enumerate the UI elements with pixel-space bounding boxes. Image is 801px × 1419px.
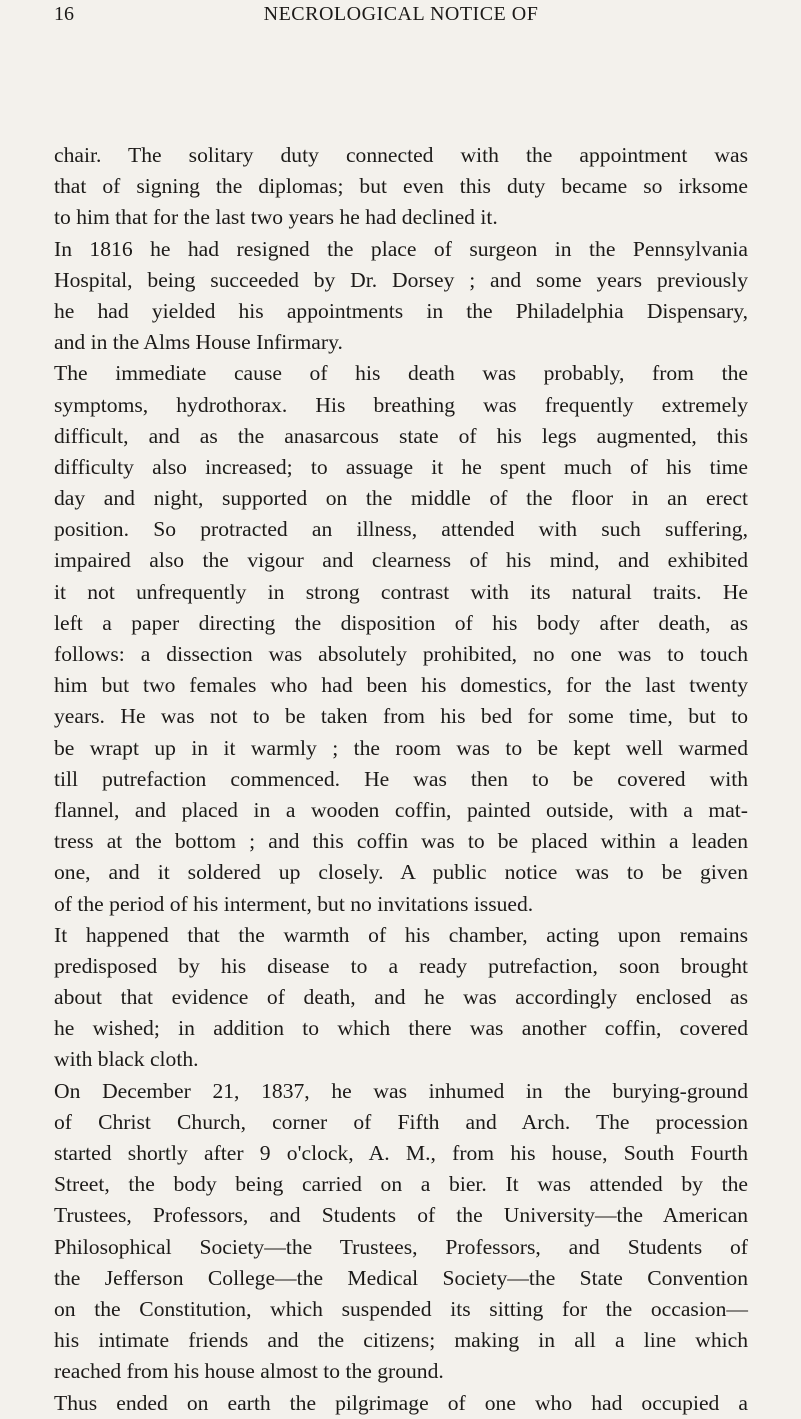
text-line: to him that for the last two years he had declined it. (54, 205, 498, 230)
text-line: he had yielded his appointments in the Philadelphia Dispensary, (54, 298, 748, 323)
text-line: difficulty also increased; to assuage it he spent much of his time (54, 454, 748, 479)
text-line: left a paper directing the disposition of his body after death, as (54, 610, 748, 635)
text-line: about that evidence of death, and he was accordingly enclosed as (54, 985, 748, 1010)
text-line: flannel, and placed in a wooden coffin, painted outside, with a mat- (54, 797, 748, 822)
text-line: started shortly after 9 o'clock, A. M., from his house, South Fourth (54, 1141, 748, 1165)
text-line: The immediate cause of his death was probably, from the (54, 361, 748, 386)
text-line: position. So protracted an illness, attended with such suffering, (54, 517, 748, 542)
text-line: chair. The solitary duty connected with the appointment was (54, 143, 748, 167)
text-line: that of signing the diplomas; but even this duty became so irksome (54, 174, 748, 199)
running-title: NECROLOGICAL NOTICE OF (263, 3, 539, 25)
text-line: predisposed by his disease to a ready putrefaction, soon brought (54, 953, 748, 978)
text-line: Philosophical Society—the Trustees, Professors, and Students of (54, 1234, 748, 1259)
text-line: Thus ended on earth the pilgrimage of one who had occupied a (54, 1390, 748, 1415)
text-line: one, and it soldered up closely. A public notice was to be given (54, 860, 748, 885)
paragraph (54, 920, 748, 1076)
text-line: It happened that the warmth of his chamber, acting upon remains (54, 922, 748, 947)
text-line: follows: a dissection was absolutely prohibited, no one was to touch (54, 642, 748, 666)
text-line: him but two females who had been his domestics, for the last twenty (54, 673, 748, 698)
text-line: day and night, supported on the middle of the floor in an erect (54, 486, 748, 511)
text-line: difficult, and as the anasarcous state of his legs augmented, this (54, 423, 748, 448)
text-line: symptoms, hydrothorax. His breathing was frequently extremely (54, 392, 748, 417)
page-body (54, 140, 748, 1419)
paragraph (54, 358, 748, 919)
text-line: of Christ Church, corner of Fifth and Arch. The procession (54, 1109, 748, 1134)
paragraph (54, 1076, 748, 1388)
paragraph (54, 1388, 748, 1419)
text-line: Hospital, being succeeded by Dr. Dorsey ; and some years previously (54, 267, 748, 292)
text-line: on the Constitution, which suspended its sitting for the occasion— (54, 1296, 748, 1321)
text-line: Trustees, Professors, and Students of the University—the American (54, 1203, 748, 1228)
text-line: the Jefferson College—the Medical Society—the State Convention (54, 1265, 748, 1290)
paragraph (54, 234, 748, 359)
text-line: it not unfrequently in strong contrast with its natural traits. He (54, 579, 748, 604)
text-line: Street, the body being carried on a bier. It was attended by the (54, 1172, 748, 1197)
text-line: On December 21, 1837, he was inhumed in the burying-ground (54, 1078, 748, 1103)
text-line: till putrefaction commenced. He was then to be covered with (54, 766, 748, 791)
text-line: tress at the bottom ; and this coffin was to be placed within a leaden (54, 829, 748, 854)
text-line: In 1816 he had resigned the place of surgeon in the Pennsylvania (54, 236, 748, 261)
text-line: reached from his house almost to the ground. (54, 1359, 444, 1384)
text-line: be wrapt up in it warmly ; the room was to be kept well warmed (54, 735, 748, 760)
page-number: 16 (54, 3, 74, 25)
text-line: of the period of his interment, but no invitations issued. (54, 891, 534, 916)
text-line: with black cloth. (54, 1047, 199, 1072)
paragraph (54, 140, 748, 234)
text-line: and in the Alms House Infirmary. (54, 330, 343, 355)
text-line: his intimate friends and the citizens; making in all a line which (54, 1328, 748, 1353)
text-line: he wished; in addition to which there was another coffin, covered (54, 1016, 748, 1041)
page-header (54, 3, 748, 31)
text-line: years. He was not to be taken from his bed for some time, but to (54, 704, 748, 729)
text-line: impaired also the vigour and clearness of his mind, and exhibited (54, 548, 748, 573)
